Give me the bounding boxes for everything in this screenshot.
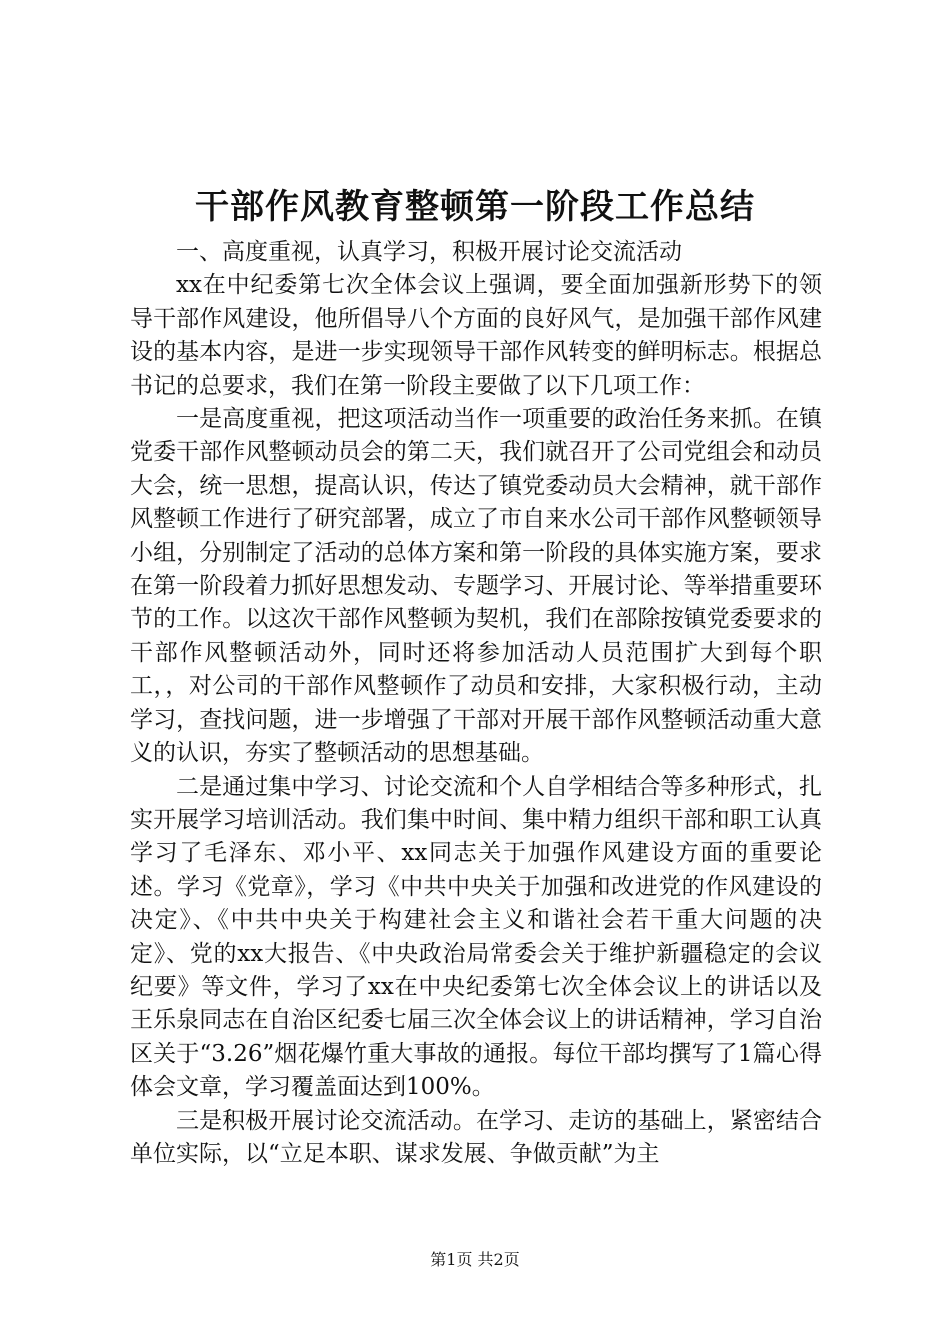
page-footer: 第1页 共2页 (430, 1250, 520, 1269)
paragraph-item-two: 二是通过集中学习、讨论交流和个人自学相结合等多种形式，扎实开展学习培训活动。我们集中时间、集中精力组织干部和职工认真学习了毛泽东、邓小平、xx同志关于加强作风建设方面的重要论述。学习《党章》，学习《中共中央关于加强和改进党的作风建设的决定》、《中共中央关于构建社会主义和谐社会若干重大问题的决定》、党的xx大报告、《中央政治局常委会关于维护新疆稳定的会议纪要》等文件，学习了xx在中央纪委第七次全体会议上的讲话以及王乐泉同志在自治区纪委七届三次全体会议上的讲话精神，学习自治区关于“3.26”烟花爆竹重大事故的通报。每位干部均撰写了1篇心得体会文章，学习覆盖面达到100%。 (130, 773, 822, 1101)
paragraph-intro: xx在中纪委第七次全体会议上强调，要全面加强新形势下的领导干部作风建设，他所倡导八个方面的良好风气，是加强干部作风建设的基本内容，是进一步实现领导干部作风转变的鲜明标志。根据总书记的总要求，我们在第一阶段主要做了以下几项工作： (130, 272, 822, 399)
paragraph-item-three: 三是积极开展讨论交流活动。在学习、走访的基础上，紧密结合单位实际，以“立足本职、谋求发展、争做贡献”为主 (130, 1107, 822, 1167)
section-heading: 一、高度重视，认真学习，积极开展讨论交流活动 (176, 239, 682, 265)
document-title: 干部作风教育整顿第一阶段工作总结 (195, 187, 755, 227)
document-body (130, 236, 822, 1171)
paragraph-item-one: 一是高度重视，把这项活动当作一项重要的政治任务来抓。在镇党委干部作风整顿动员会的第二天，我们就召开了公司党组会和动员大会，统一思想，提高认识，传达了镇党委动员大会精神，就干部作风整顿工作进行了研究部署，成立了市自来水公司干部作风整顿领导小组，分别制定了活动的总体方案和第一阶段的具体实施方案，要求在第一阶段着力抓好思想发动、专题学习、开展讨论、等举措重要环节的工作。以这次干部作风整顿为契机，我们在部除按镇党委要求的干部作风整顿活动外，同时还将参加活动人员范围扩大到每个职工，，对公司的干部作风整顿作了动员和安排，大家积极行动，主动学习，查找问题，进一步增强了干部对开展干部作风整顿活动重大意义的认识，夯实了整顿活动的思想基础。 (130, 406, 822, 767)
